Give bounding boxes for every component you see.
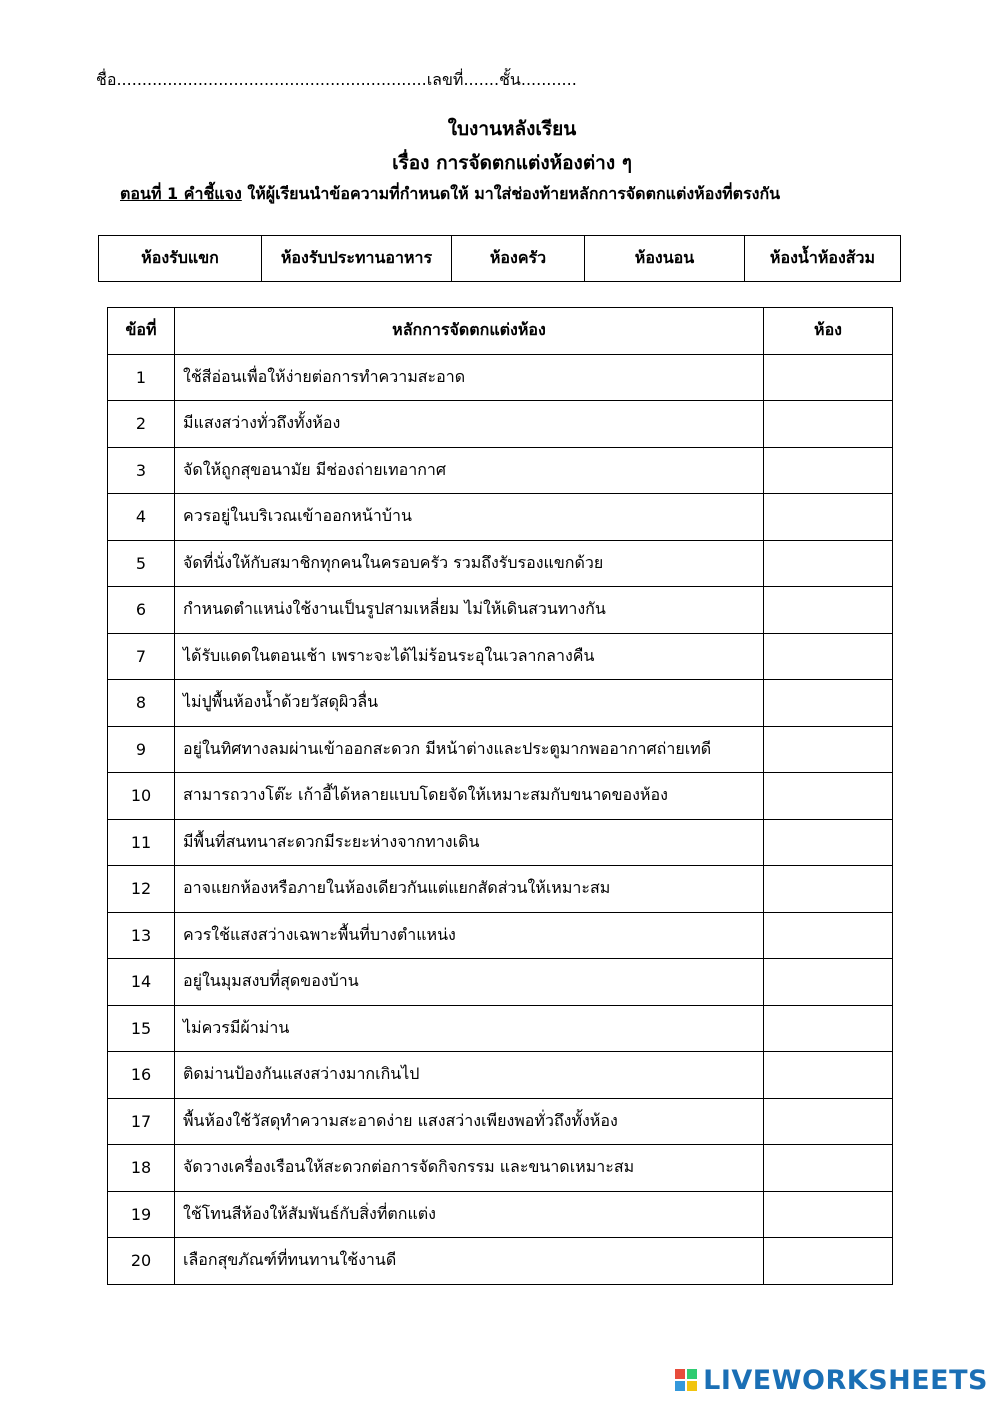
row-principle: จัดให้ถูกสุขอนามัย มีช่องถ่ายเทอากาศ: [175, 447, 764, 494]
row-number: 1: [108, 354, 175, 401]
room-answer-cell[interactable]: [764, 680, 893, 727]
row-principle: สามารถวางโต๊ะ เก้าอี้ได้หลายแบบโดยจัดให้เหมาะสมกับขนาดของห้อง: [175, 773, 764, 820]
row-number: 3: [108, 447, 175, 494]
row-number: 6: [108, 587, 175, 634]
header-number: ข้อที่: [108, 308, 175, 355]
row-number: 8: [108, 680, 175, 727]
room-answer-cell[interactable]: [764, 494, 893, 541]
row-number: 4: [108, 494, 175, 541]
row-number: 9: [108, 726, 175, 773]
table-row: [108, 773, 893, 820]
table-row: [108, 1191, 893, 1238]
liveworksheets-logo-icon: [675, 1369, 697, 1391]
row-principle: ติดม่านป้องกันแสงสว่างมากเกินไป: [175, 1052, 764, 1099]
table-row: [108, 354, 893, 401]
table-row: [108, 959, 893, 1006]
table-row: [108, 447, 893, 494]
room-answer-cell[interactable]: [764, 354, 893, 401]
row-number: 7: [108, 633, 175, 680]
room-answer-cell[interactable]: [764, 633, 893, 680]
table-row: [108, 1145, 893, 1192]
student-name-line: ชื่อ.............................................................เลขที่.......ชั้น...........: [96, 70, 577, 89]
table-row: [108, 1098, 893, 1145]
worksheet-title: ใบงานหลังเรียน: [447, 118, 577, 140]
row-number: 15: [108, 1005, 175, 1052]
instruction: [120, 182, 780, 207]
row-principle: ใช้โทนสีห้องให้สัมพันธ์กับสิ่งที่ตกแต่ง: [175, 1191, 764, 1238]
row-number: 5: [108, 540, 175, 587]
table-row: [108, 1005, 893, 1052]
room-answer-cell[interactable]: [764, 1098, 893, 1145]
row-principle: ไม่ปูพื้นห้องน้ำด้วยวัสดุผิวลื่น: [175, 680, 764, 727]
table-row: [108, 1238, 893, 1285]
row-number: 11: [108, 819, 175, 866]
row-number: 12: [108, 866, 175, 913]
row-principle: กำหนดตำแหน่งใช้งานเป็นรูปสามเหลี่ยม ไม่ให้เดินสวนทางกัน: [175, 587, 764, 634]
room-answer-cell[interactable]: [764, 912, 893, 959]
room-answer-cell[interactable]: [764, 540, 893, 587]
row-principle: ใช้สีอ่อนเพื่อให้ง่ายต่อการทำความสะอาด: [175, 354, 764, 401]
room-answer-cell[interactable]: [764, 866, 893, 913]
liveworksheets-brand: [675, 1364, 988, 1396]
room-option[interactable]: ห้องครัว: [452, 236, 585, 282]
room-answer-cell[interactable]: [764, 1005, 893, 1052]
room-answer-cell[interactable]: [764, 1145, 893, 1192]
brand-text: LIVEWORKSHEETS: [703, 1364, 988, 1396]
room-option[interactable]: ห้องนอน: [585, 236, 745, 282]
room-option[interactable]: ห้องน้ำห้องส้วม: [745, 236, 901, 282]
table-row: [108, 401, 893, 448]
row-principle: เลือกสุขภัณฑ์ที่ทนทานใช้งานดี: [175, 1238, 764, 1285]
table-row: [108, 633, 893, 680]
room-answer-cell[interactable]: [764, 773, 893, 820]
room-options-table: [98, 235, 901, 282]
table-row: [108, 587, 893, 634]
row-number: 10: [108, 773, 175, 820]
table-row: [108, 680, 893, 727]
row-principle: อยู่ในทิศทางลมผ่านเข้าออกสะดวก มีหน้าต่างและประตูมากพออากาศถ่ายเทดี: [175, 726, 764, 773]
row-number: 13: [108, 912, 175, 959]
row-principle: พื้นห้องใช้วัสดุทำความสะอาดง่าย แสงสว่างเพียงพอทั่วถึงทั้งห้อง: [175, 1098, 764, 1145]
room-answer-cell[interactable]: [764, 401, 893, 448]
room-answer-cell[interactable]: [764, 1238, 893, 1285]
room-answer-cell[interactable]: [764, 447, 893, 494]
room-answer-cell[interactable]: [764, 819, 893, 866]
row-number: 2: [108, 401, 175, 448]
row-principle: จัดวางเครื่องเรือนให้สะดวกต่อการจัดกิจกรรม และขนาดเหมาะสม: [175, 1145, 764, 1192]
row-principle: ควรอยู่ในบริเวณเข้าออกหน้าบ้าน: [175, 494, 764, 541]
row-number: 16: [108, 1052, 175, 1099]
room-answer-cell[interactable]: [764, 1191, 893, 1238]
row-principle: ควรใช้แสงสว่างเฉพาะพื้นที่บางตำแหน่ง: [175, 912, 764, 959]
row-principle: มีพื้นที่สนทนาสะดวกมีระยะห่างจากทางเดิน: [175, 819, 764, 866]
table-row: [108, 819, 893, 866]
table-row: [108, 1052, 893, 1099]
table-row: [108, 866, 893, 913]
room-answer-cell[interactable]: [764, 1052, 893, 1099]
instruction-text: ให้ผู้เรียนนำข้อความที่กำหนดให้ มาใส่ช่องท้ายหลักการจัดตกแต่งห้องที่ตรงกัน: [241, 184, 781, 203]
row-number: 14: [108, 959, 175, 1006]
worksheet-subtitle: เรื่อง การจัดตกแต่งห้องต่าง ๆ: [392, 152, 632, 174]
table-row: [108, 494, 893, 541]
room-option[interactable]: ห้องรับแขก: [99, 236, 262, 282]
row-principle: ได้รับแดดในตอนเช้า เพราะจะได้ไม่ร้อนระอุในเวลากลางคืน: [175, 633, 764, 680]
table-row: [108, 912, 893, 959]
row-principle: อยู่ในมุมสงบที่สุดของบ้าน: [175, 959, 764, 1006]
row-principle: จัดที่นั่งให้กับสมาชิกทุกคนในครอบครัว รวมถึงรับรองแขกด้วย: [175, 540, 764, 587]
header-principle: หลักการจัดตกแต่งห้อง: [175, 308, 764, 355]
room-answer-cell[interactable]: [764, 587, 893, 634]
room-answer-cell[interactable]: [764, 959, 893, 1006]
row-principle: มีแสงสว่างทั่วถึงทั้งห้อง: [175, 401, 764, 448]
table-row: [108, 540, 893, 587]
row-principle: อาจแยกห้องหรือภายในห้องเดียวกันแต่แยกสัดส่วนให้เหมาะสม: [175, 866, 764, 913]
instruction-label: ตอนที่ 1 คำชี้แจง: [120, 184, 242, 203]
row-number: 20: [108, 1238, 175, 1285]
header-room: ห้อง: [764, 308, 893, 355]
row-number: 19: [108, 1191, 175, 1238]
room-answer-cell[interactable]: [764, 726, 893, 773]
row-number: 17: [108, 1098, 175, 1145]
room-option[interactable]: ห้องรับประทานอาหาร: [262, 236, 452, 282]
row-number: 18: [108, 1145, 175, 1192]
row-principle: ไม่ควรมีผ้าม่าน: [175, 1005, 764, 1052]
table-row: [108, 726, 893, 773]
principles-table: [107, 307, 893, 1285]
